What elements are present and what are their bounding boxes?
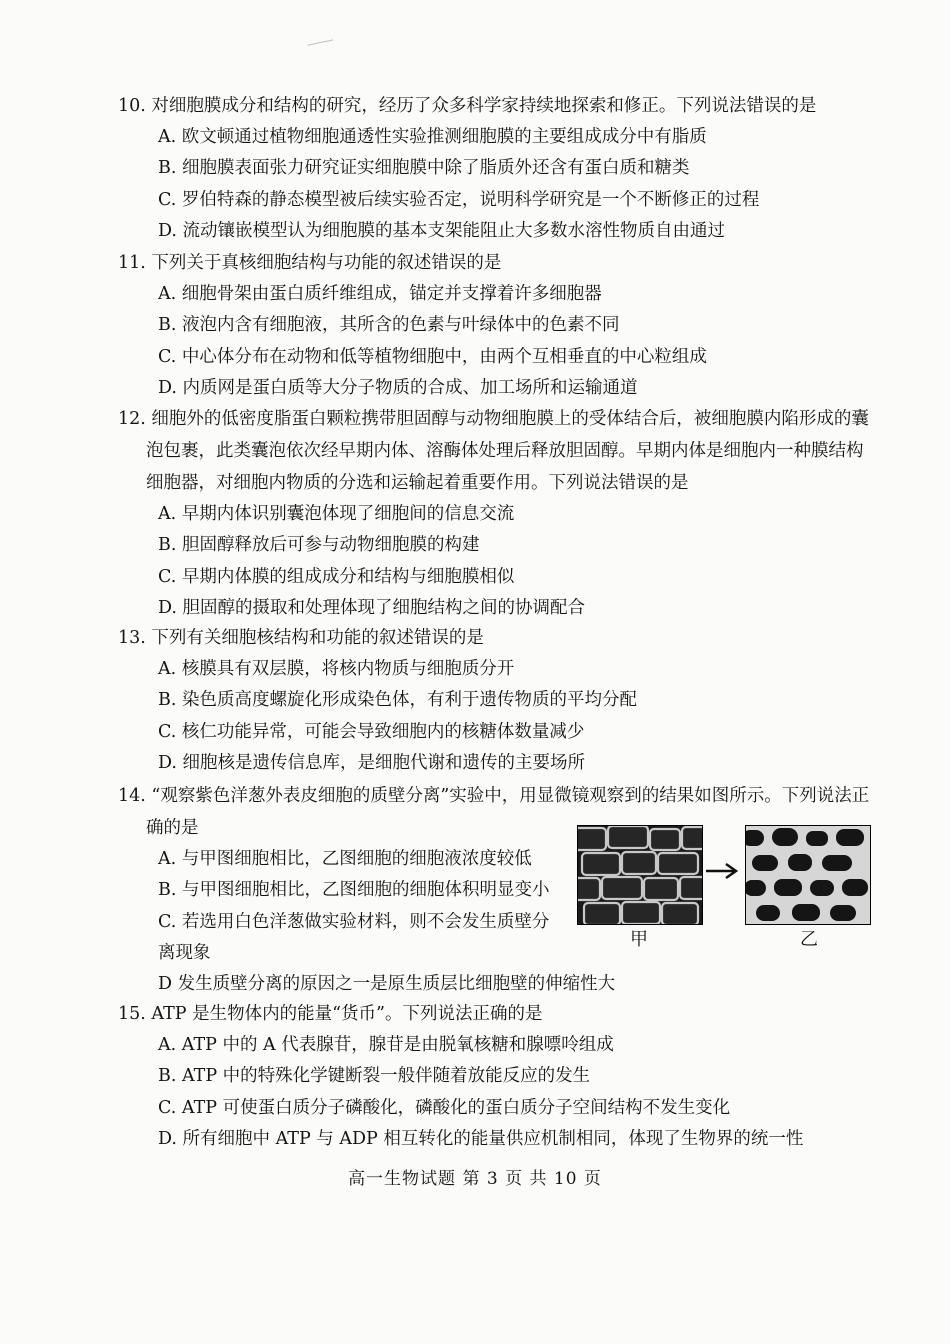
figure-label-yi: 乙 bbox=[800, 929, 818, 950]
option-a: A. 与甲图细胞相比，乙图细胞的细胞液浓度较低 bbox=[158, 849, 532, 869]
option-a: A. 细胞骨架由蛋白质纤维组成，锚定并支撑着许多细胞器 bbox=[158, 284, 602, 304]
arrow-icon bbox=[704, 861, 740, 881]
question-stem: 10. 对细胞膜成分和结构的研究，经历了众多科学家持续地探索和修正。下列说法错误的是 bbox=[118, 96, 817, 116]
question-12 bbox=[118, 403, 878, 624]
option-d: D 发生质壁分离的原因之一是原生质层比细胞壁的伸缩性大 bbox=[158, 974, 616, 995]
option-b: B. 液泡内含有细胞液，其所含的色素与叶绿体中的色素不同 bbox=[158, 315, 620, 336]
option-a: A. 欧文顿通过植物细胞通透性实验推测细胞膜的主要组成成分中有脂质 bbox=[158, 127, 707, 147]
question-stem: 12. 细胞外的低密度脂蛋白颗粒携带胆固醇与动物细胞膜上的受体结合后，被细胞膜内陷形成的囊泡包裹，此类囊泡依次经早期内体、溶酶体处理后释放胆固醇。早期内体是细胞内一种膜结构细胞器，对细胞内物质的分选和运输起着重要作用。下列说法错误的是 bbox=[118, 409, 869, 493]
option-a: A. 核膜具有双层膜，将核内物质与细胞质分开 bbox=[158, 659, 515, 679]
option-c: C. 中心体分布在动物和低等植物细胞中，由两个互相垂直的中心粒组成 bbox=[158, 346, 707, 367]
option-b: B. ATP 中的特殊化学键断裂一般伴随着放能反应的发生 bbox=[158, 1066, 591, 1087]
option-b: B. 与甲图细胞相比，乙图细胞的细胞体积明显变小 bbox=[158, 880, 550, 901]
option-c: C. 罗伯特森的静态模型被后续实验否定，说明科学研究是一个不断修正的过程 bbox=[158, 189, 760, 210]
question-10 bbox=[118, 90, 878, 247]
option-d: D. 细胞核是遗传信息库，是细胞代谢和遗传的主要场所 bbox=[158, 752, 586, 773]
option-d: D. 内质网是蛋白质等大分子物质的合成、加工场所和运输通道 bbox=[158, 377, 638, 398]
page-footer: 高一生物试题 第 3 页 共 10 页 bbox=[348, 1169, 602, 1189]
option-b: B. 胆固醇释放后可参与动物细胞膜的构建 bbox=[158, 535, 480, 556]
question-stem: 15. ATP 是生物体内的能量“货币”。下列说法正确的是 bbox=[118, 1004, 543, 1024]
question-stem: 11. 下列关于真核细胞结构与功能的叙述错误的是 bbox=[118, 253, 502, 273]
option-c: C. 核仁功能异常，可能会导致细胞内的核糖体数量减少 bbox=[158, 721, 585, 742]
question-stem: 14. “观察紫色洋葱外表皮细胞的质壁分离”实验中，用显微镜观察到的结果如图所示。下列说法正确的是 bbox=[118, 786, 870, 838]
micrograph-plasmolysed-cells bbox=[745, 825, 871, 925]
option-c: C. 若选用白色洋葱做实验材料，则不会发生质壁分离现象 bbox=[158, 911, 550, 963]
question-stem: 13. 下列有关细胞核结构和功能的叙述错误的是 bbox=[118, 628, 484, 648]
scan-mark bbox=[308, 39, 335, 51]
option-a: A. 早期内体识别囊泡体现了细胞间的信息交流 bbox=[158, 504, 515, 524]
option-d: D. 所有细胞中 ATP 与 ADP 相互转化的能量供应机制相同，体现了生物界的统一性 bbox=[158, 1128, 804, 1149]
plasmolysis-figure bbox=[577, 825, 872, 953]
option-c: C. ATP 可使蛋白质分子磷酸化，磷酸化的蛋白质分子空间结构不发生变化 bbox=[158, 1097, 731, 1118]
option-b: B. 细胞膜表面张力研究证实细胞膜中除了脂质外还含有蛋白质和糖类 bbox=[158, 158, 690, 179]
option-c: C. 早期内体膜的组成成分和结构与细胞膜相似 bbox=[158, 566, 515, 587]
micrograph-normal-cells bbox=[577, 825, 703, 925]
option-d: D. 胆固醇的摄取和处理体现了细胞结构之间的协调配合 bbox=[158, 597, 586, 618]
option-a: A. ATP 中的 A 代表腺苷，腺苷是由脱氧核糖和腺嘌呤组成 bbox=[158, 1035, 614, 1055]
option-d: D. 流动镶嵌模型认为细胞膜的基本支架能阻止大多数水溶性物质自由通过 bbox=[158, 220, 726, 241]
option-b: B. 染色质高度螺旋化形成染色体，有利于遗传物质的平均分配 bbox=[158, 690, 637, 711]
question-13 bbox=[118, 622, 878, 779]
question-15 bbox=[118, 998, 878, 1155]
figure-label-jia: 甲 bbox=[630, 929, 648, 950]
question-11 bbox=[118, 247, 878, 404]
